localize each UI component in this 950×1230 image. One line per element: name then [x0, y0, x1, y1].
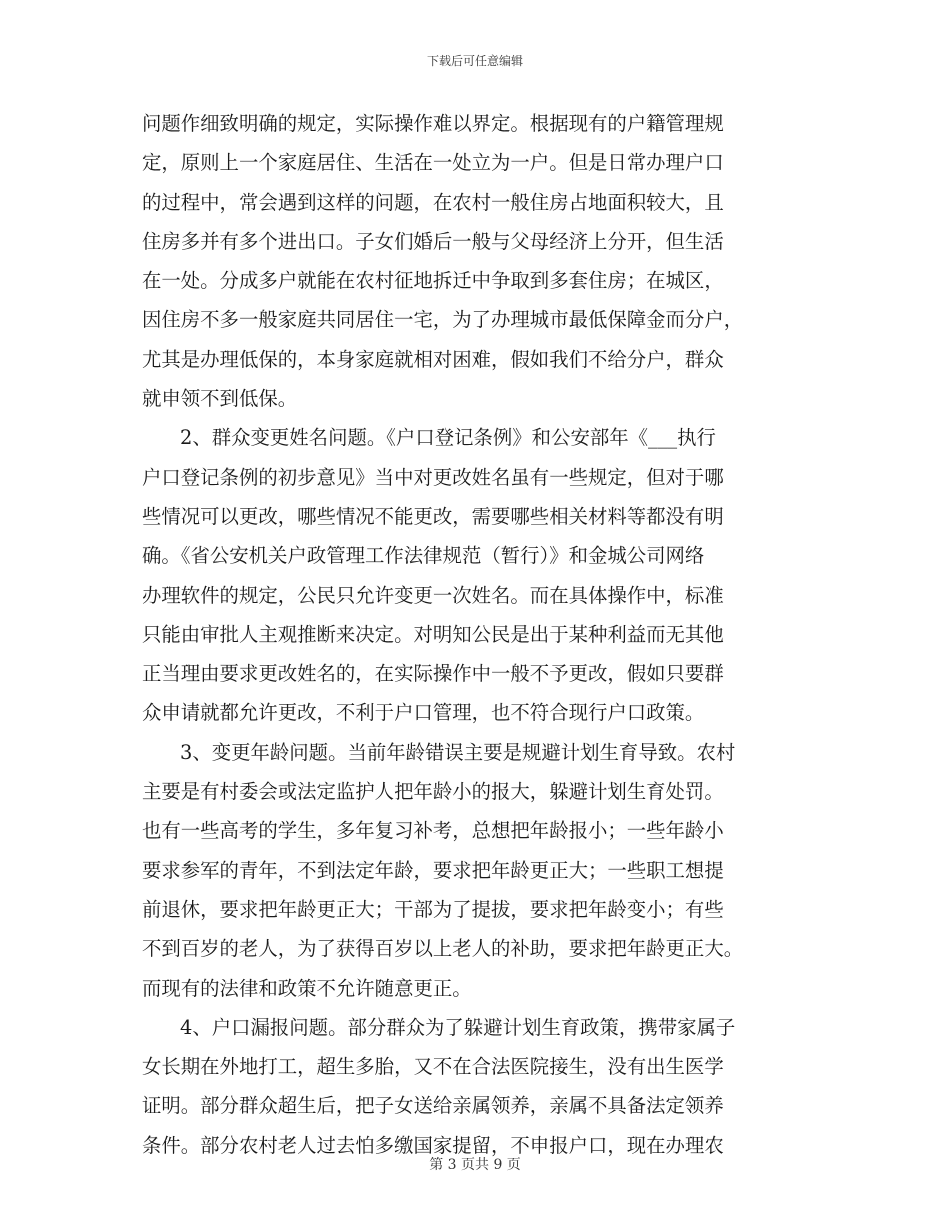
text-line: 正当理由要求更改姓名的，在实际操作中一般不予更改，假如只要群 — [142, 662, 724, 686]
text-line: 在一处。分成多户就能在农村征地拆迁中争取到多套住房；在城区， — [142, 269, 724, 293]
text-line: 而现有的法律和政策不允许随意更正。 — [142, 976, 472, 1000]
text-line: 就申领不到低保。 — [142, 387, 298, 411]
text-line: 条件。部分农村老人过去怕多缴国家提留，不申报户口，现在办理农 — [142, 1133, 724, 1157]
text-line: 女长期在外地打工，超生多胎，又不在合法医院接生，没有出生医学 — [142, 1055, 724, 1079]
text-line: 主要是有村委会或法定监护人把年龄小的报大，躲避计划生育处罚。 — [142, 780, 724, 804]
text-line: 不到百岁的老人，为了获得百岁以上老人的补助，要求把年龄更正大。 — [142, 937, 744, 961]
text-line: 要求参军的青年，不到法定年龄，要求把年龄更正大；一些职工想提 — [142, 858, 724, 882]
text-line: 前退休，要求把年龄更正大；干部为了提拔，要求把年龄变小；有些 — [142, 897, 724, 921]
text-line: 只能由审批人主观推断来决定。对明知公民是出于某种利益而无其他 — [142, 622, 724, 646]
text-line: 住房多并有多个进出口。子女们婚后一般与父母经济上分开，但生活 — [142, 229, 724, 253]
text-line: 些情况可以更改，哪些情况不能更改，需要哪些相关材料等都没有明 — [142, 504, 724, 528]
text-line: 因住房不多一般家庭共同居住一宅，为了办理城市最低保障金而分户， — [142, 308, 744, 332]
text-line: 众申请就都允许更改，不利于户口管理，也不符合现行户口政策。 — [142, 701, 705, 725]
text-line: 的过程中，常会遇到这样的问题，在农村一般住房占地面积较大，且 — [142, 190, 724, 214]
text-line: 也有一些高考的学生，多年复习补考，总想把年龄报小；一些年龄小 — [142, 819, 724, 843]
paragraph-start-line: 4、户口漏报问题。部分群众为了躲避计划生育政策，携带家属子 — [180, 1015, 736, 1039]
page-number: 第 3 页共 9 页 — [429, 1157, 521, 1173]
text-line: 确。《省公安机关户政管理工作法律规范（暂行）》和金城公司网络 — [142, 544, 705, 568]
paragraph-start-line: 2、群众变更姓名问题。《户口登记条例》和公安部年《___执行 — [180, 426, 716, 450]
text-line: 户口登记条例的初步意见》当中对更改姓名虽有一些规定，但对于哪 — [142, 465, 724, 489]
page-header: 下载后可任意编辑 — [426, 54, 523, 68]
text-line: 证明。部分群众超生后，把子女送给亲属领养，亲属不具备法定领养 — [142, 1094, 724, 1118]
text-line: 办理软件的规定，公民只允许变更一次姓名。而在具体操作中，标准 — [142, 583, 724, 607]
document-body — [142, 104, 810, 1165]
text-line: 定，原则上一个家庭居住、生活在一处立为一户。但是日常办理户口 — [142, 151, 724, 175]
text-line: 问题作细致明确的规定，实际操作难以界定。根据现有的户籍管理规 — [142, 112, 724, 135]
paragraph-start-line: 3、变更年龄问题。当前年龄错误主要是规避计划生育导致。农村 — [180, 740, 736, 764]
text-line: 尤其是办理低保的，本身家庭就相对困难，假如我们不给分户，群众 — [142, 347, 724, 371]
